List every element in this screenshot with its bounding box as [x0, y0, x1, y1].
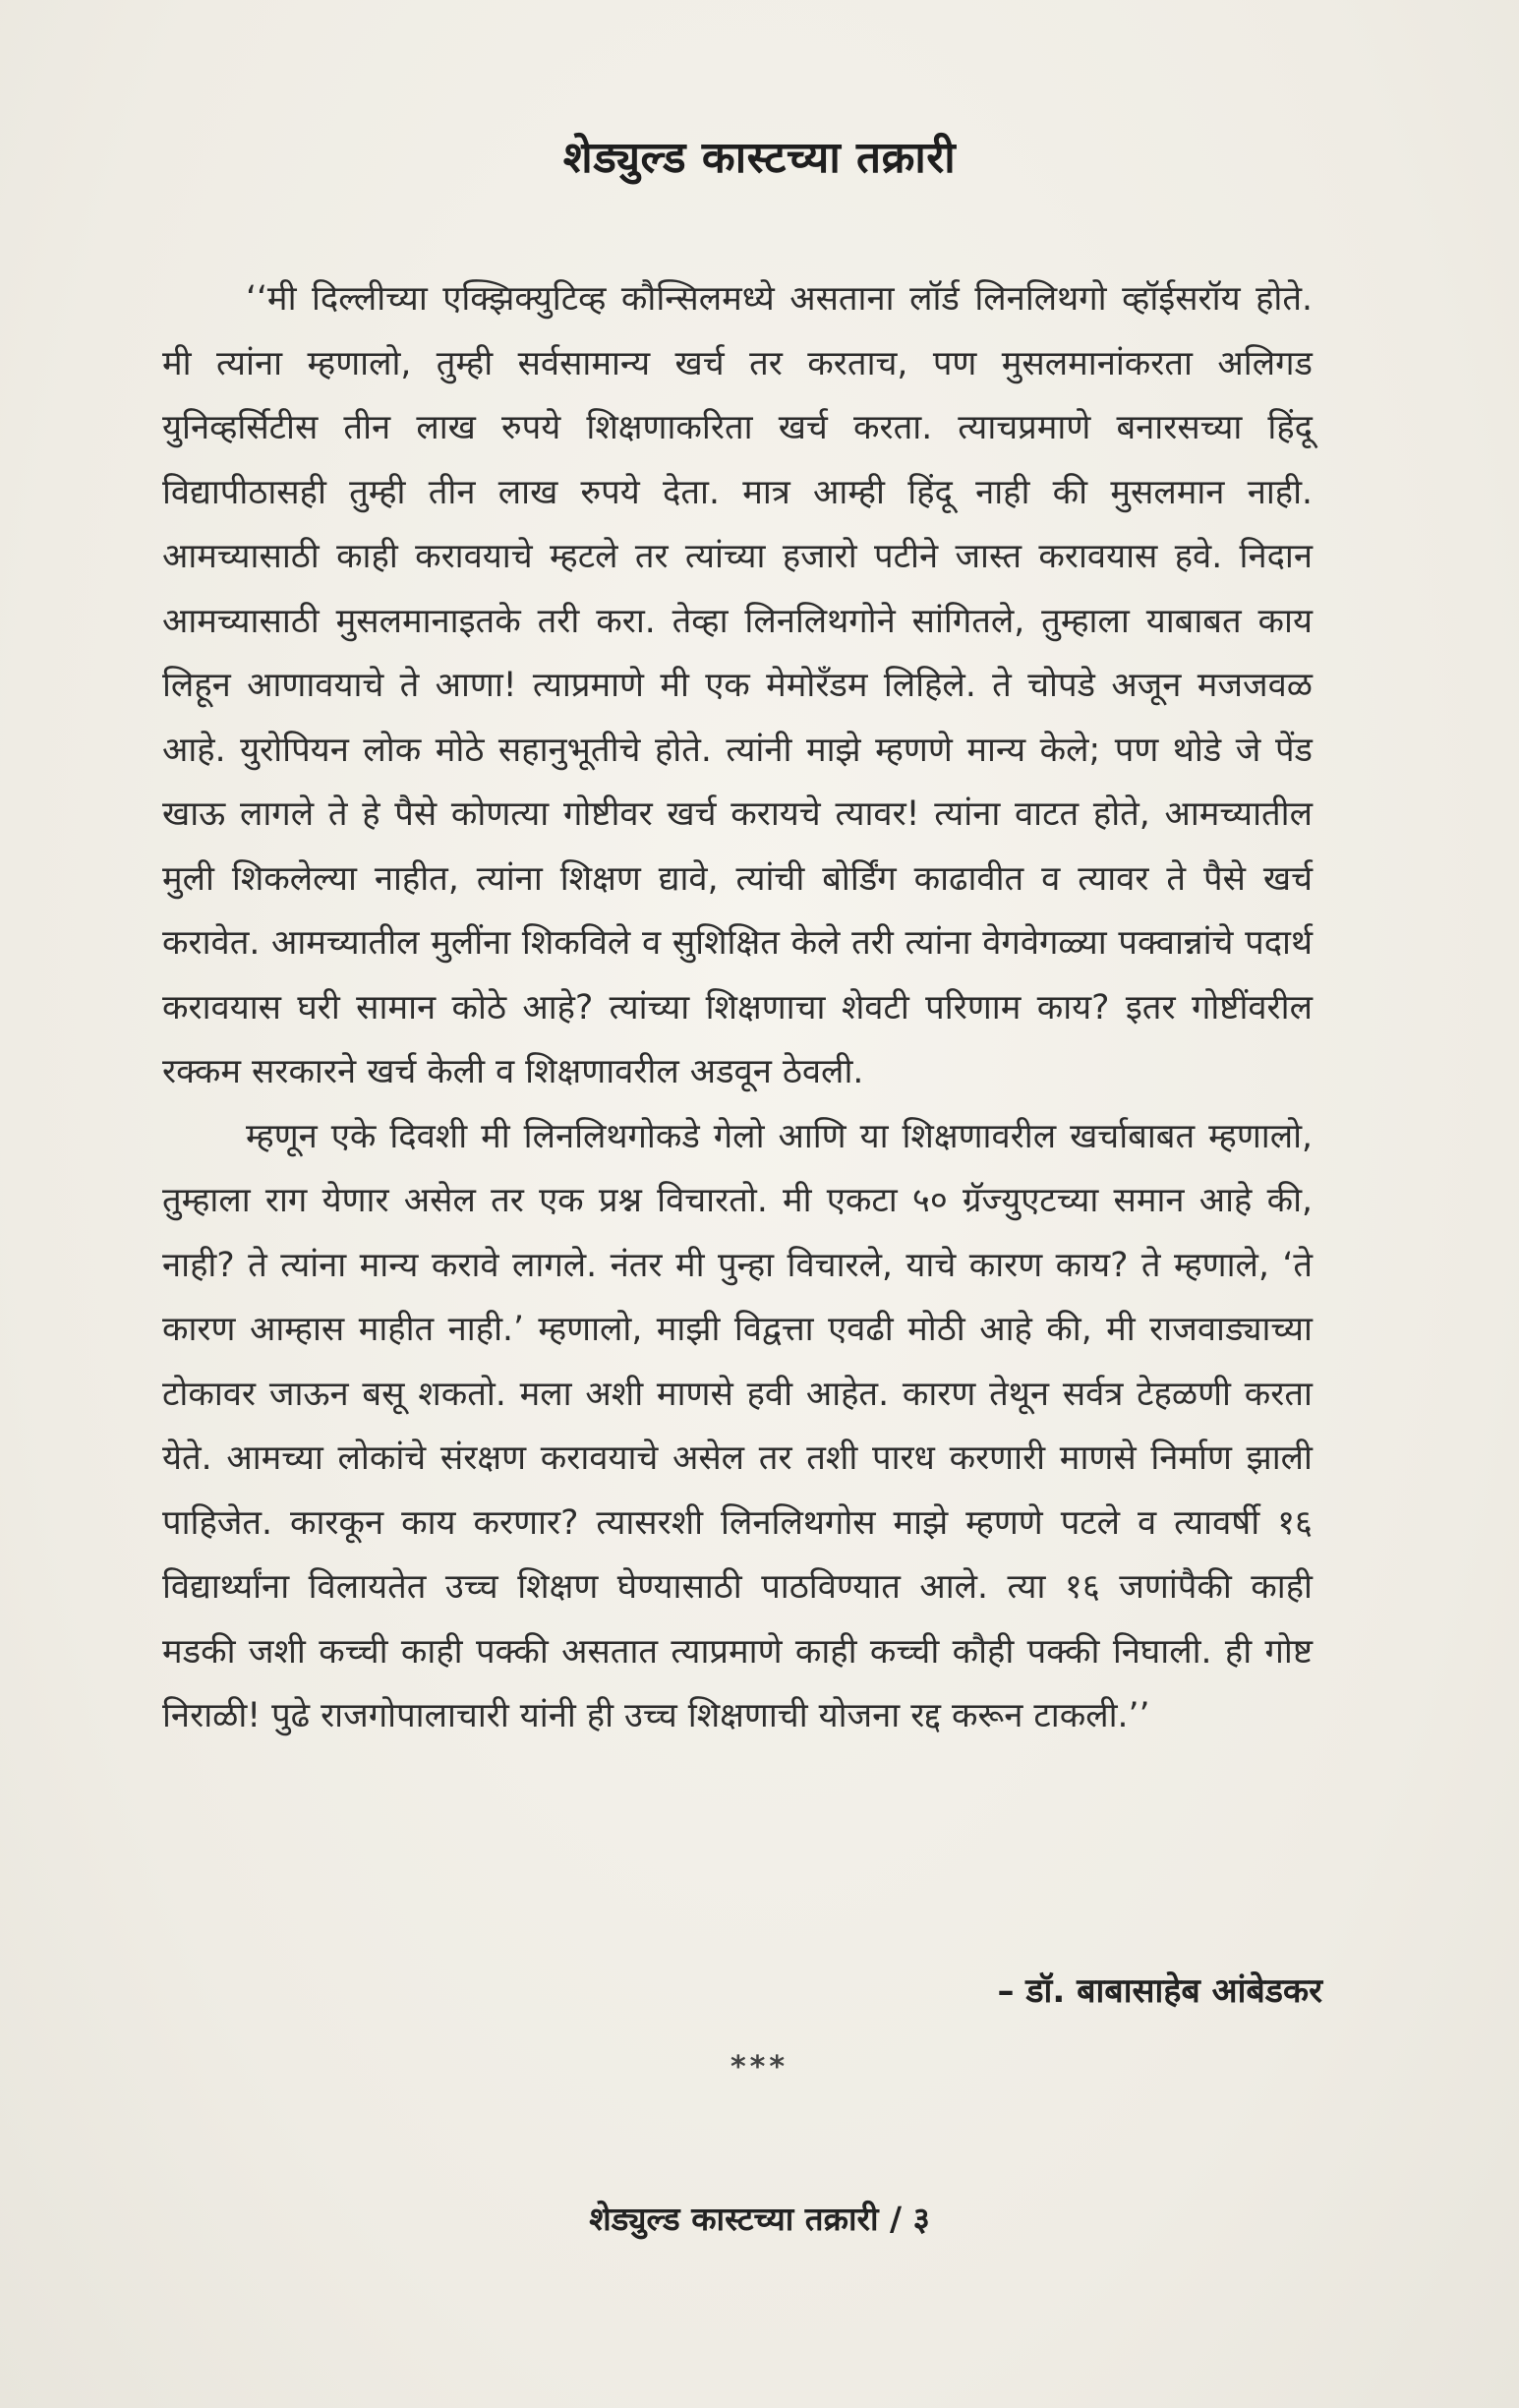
- body-text: [162, 267, 1313, 1749]
- paragraph-1: ‘‘मी दिल्लीच्या एक्झिक्युटिव्ह कौन्सिलमध्ये असताना लॉर्ड लिनलिथगो व्हॉईसरॉय होते. मी त्यांना म्हणालो, तुम्ही सर्वसामान्य खर्च तर करताच, पण मुसलमानांकरता अलिगड युनिव्हर्सिटीस तीन लाख रुपये शिक्षणाकरिता खर्च करता. त्याचप्रमाणे बनारसच्या हिंदू विद्यापीठासही तुम्ही तीन लाख रुपये देता. मात्र आम्ही हिंदू नाही की मुसलमान नाही. आमच्यासाठी काही करावयाचे म्हटले तर त्यांच्या हजारो पटीने जास्त करावयास हवे. निदान आमच्यासाठी मुसलमानाइतके तरी करा. तेव्हा लिनलिथगोने सांगितले, तुम्हाला याबाबत काय लिहून आणावयाचे ते आणा! त्याप्रमाणे मी एक मेमोरँडम लिहिले. ते चोपडे अजून मजजवळ आहे. युरोपियन लोक मोठे सहानुभूतीचे होते. त्यांनी माझे म्हणणे मान्य केले; पण थोडे जे पेंड खाऊ लागले ते हे पैसे कोणत्या गोष्टीवर खर्च करायचे त्यावर! त्यांना वाटत होते, आमच्यातील मुली शिकलेल्या नाहीत, त्यांना शिक्षण द्यावे, त्यांची बोर्डिंग काढावीत व त्यावर ते पैसे खर्च करावेत. आमच्यातील मुलींना शिकविले व सुशिक्षित केले तरी त्यांना वेगवेगळ्या पक्वान्नांचे पदार्थ करावयास घरी सामान कोठे आहे? त्यांच्या शिक्षणाचा शेवटी परिणाम काय? इतर गोष्टींवरील रक्कम सरकारने खर्च केली व शिक्षणावरील अडवून ठेवली.: [162, 279, 1313, 1091]
- page-footer: [0, 2196, 1519, 2240]
- section-separator: ***: [730, 2050, 789, 2085]
- page-title: शेड्युल्ड कास्टच्या तक्रारी: [562, 133, 957, 183]
- running-title: शेड्युल्ड कास्टच्या तक्रारी: [589, 2200, 891, 2238]
- paragraph-2: म्हणून एके दिवशी मी लिनलिथगोकडे गेलो आणि या शिक्षणावरील खर्चाबाबत म्हणालो, तुम्हाला राग येणार असेल तर एक प्रश्न विचारतो. मी एकटा ५० ग्रॅज्युएटच्या समान आहे की, नाही? ते त्यांना मान्य करावे लागले. नंतर मी पुन्हा विचारले, याचे कारण काय? ते म्हणाले, ‘ते कारण आम्हास माहीत नाही.’ म्हणालो, माझी विद्वत्ता एवढी मोठी आहे की, मी राजवाड्याच्या टोकावर जाऊन बसू शकतो. मला अशी माणसे हवी आहेत. कारण तेथून सर्वत्र टेहळणी करता येते. आमच्या लोकांचे संरक्षण करावयाचे असेल तर तशी पारध करणारी माणसे निर्माण झाली पाहिजेत. कारकून काय करणार? त्यासरशी लिनलिथगोस माझे म्हणणे पटले व त्यावर्षी १६ विद्यार्थ्यांना विलायतेत उच्च शिक्षण घेण्यासाठी पाठविण्यात आले. त्या १६ जणांपैकी काही मडकी जशी कच्ची काही पक्की असतात त्याप्रमाणे काही कच्ची कौही पक्की निघाली. ही गोष्ट निराळी! पुढे राजगोपालाचारी यांनी ही उच्च शिक्षणाची योजना रद्द करून टाकली.’’: [162, 1116, 1313, 1735]
- page-number: ३: [912, 2200, 930, 2238]
- footer-divider: /: [890, 2200, 913, 2238]
- attribution: – डॉ. बाबासाहेब आंबेडकर: [997, 1971, 1322, 2011]
